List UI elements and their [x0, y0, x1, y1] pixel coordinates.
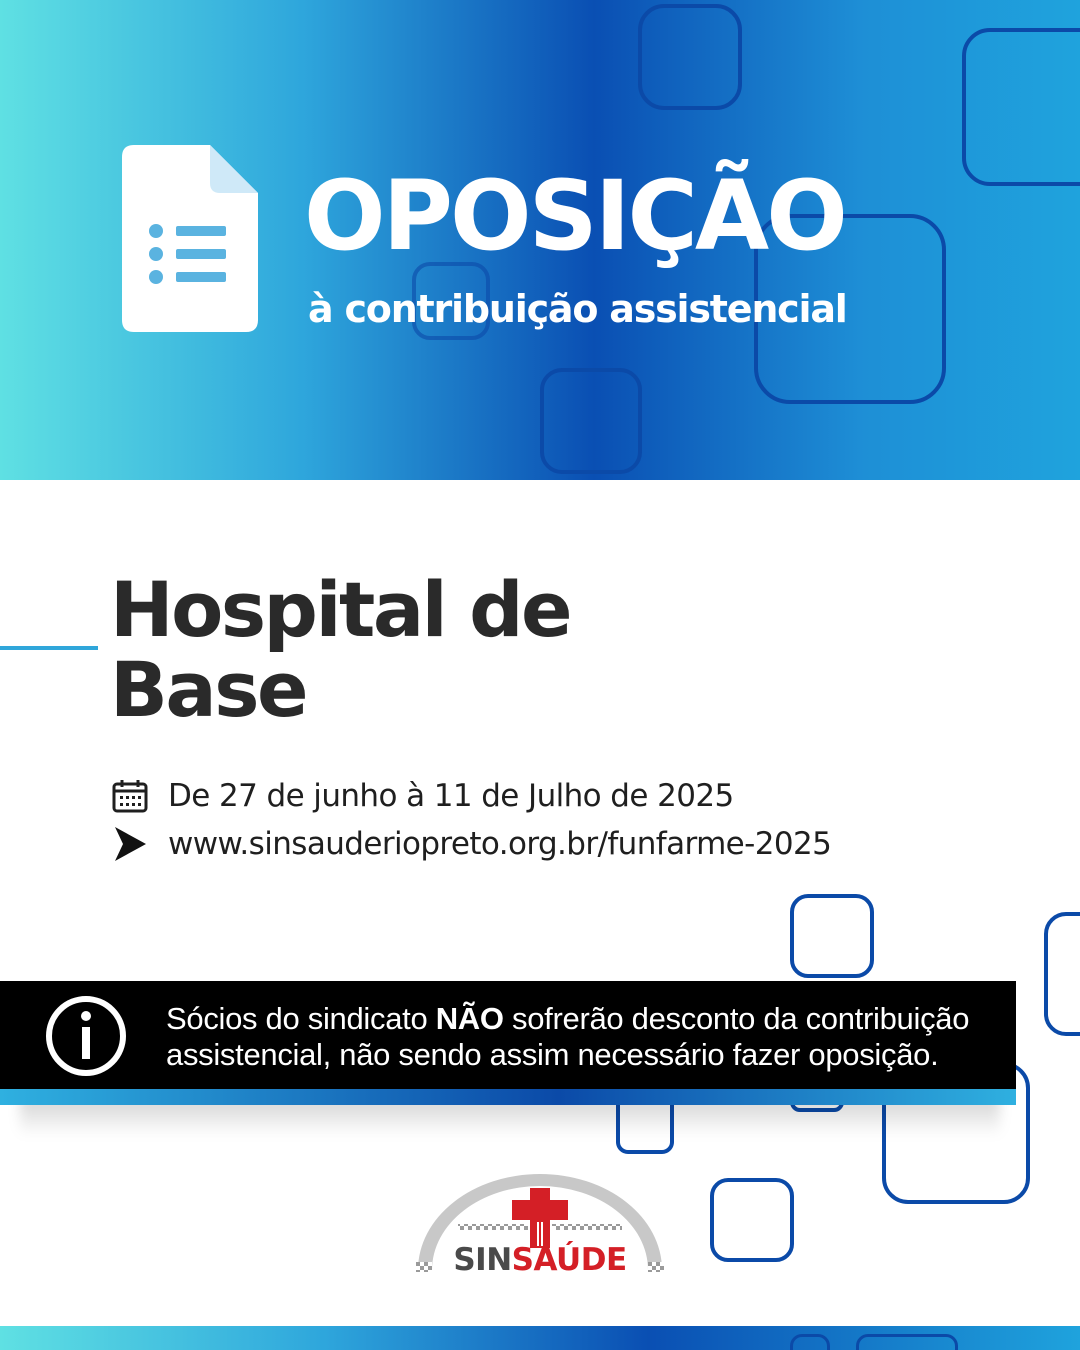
- header-banner: [0, 0, 1080, 480]
- calendar-icon: [110, 776, 150, 816]
- accent-line: [0, 646, 98, 650]
- logo-text-saude: SAÚDE: [511, 1242, 627, 1274]
- page-title: OPOSIÇÃO: [304, 160, 845, 272]
- notice-text-start: Sócios do sindicato: [166, 1001, 436, 1036]
- decorative-square: [1044, 912, 1080, 1036]
- date-text: De 27 de junho à 11 de Julho de 2025: [168, 778, 734, 814]
- notice-accent-bar: [0, 1089, 1016, 1105]
- notice-text-emphasis: NÃO: [435, 1001, 504, 1036]
- link-row[interactable]: [110, 824, 831, 864]
- decorative-square: [790, 1334, 830, 1350]
- footer-bar: [0, 1326, 1080, 1350]
- form-document-icon: [122, 145, 258, 332]
- decorative-square: [540, 368, 642, 474]
- decorative-square: [790, 894, 874, 978]
- svg-text:SINSAÚDE: [453, 1241, 626, 1274]
- arrow-pointer-icon: [110, 824, 150, 864]
- decorative-square: [856, 1334, 958, 1350]
- decorative-square: [710, 1178, 794, 1262]
- hospital-heading-line2: Base: [110, 645, 306, 734]
- page-subtitle: à contribuição assistencial: [308, 287, 847, 331]
- date-row: [110, 776, 734, 816]
- website-link[interactable]: www.sinsauderiopreto.org.br/funfarme-2025: [168, 826, 832, 862]
- logo-text-sin: SIN: [453, 1242, 512, 1274]
- hospital-heading-line1: Hospital de: [110, 565, 571, 654]
- hospital-heading: [110, 565, 571, 734]
- decorative-square: [962, 28, 1080, 186]
- notice-text: [166, 1001, 1006, 1073]
- decorative-square: [638, 4, 742, 110]
- notice-text-end: sofrerão desconto da contribuição assistencial, não sendo assim necessário fazer oposição.: [166, 1001, 970, 1072]
- sinsaude-logo: [412, 1170, 668, 1274]
- info-icon: [44, 994, 128, 1078]
